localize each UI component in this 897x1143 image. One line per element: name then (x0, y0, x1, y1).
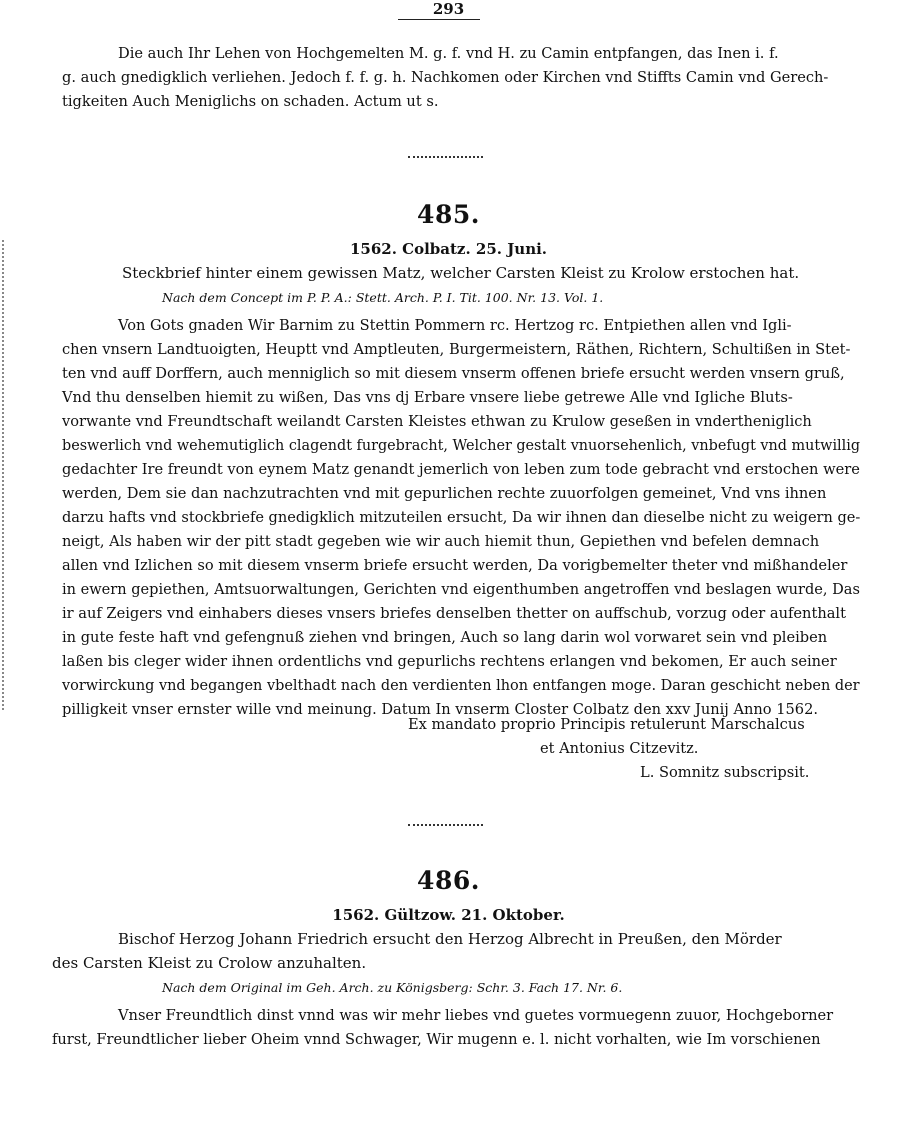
section-separator (408, 156, 483, 158)
document-source: Nach dem Concept im P. P. A.: Stett. Arch. P. I. Tit. 100. Nr. 13. Vol. 1. (162, 290, 604, 305)
text-line: Die auch Ihr Lehen von Hochgemelten M. g. f. vnd H. zu Camin entpfangen, das Inen i. f. (118, 45, 779, 62)
document-number: 485. (417, 200, 480, 229)
body-line: furst, Freundtlicher lieber Oheim vnnd Schwager, Wir mugenn e. l. nicht vorhalten, wie Im vorschienen (52, 1031, 821, 1048)
document-title: Steckbrief hinter einem gewissen Matz, welcher Carsten Kleist zu Krolow erstochen hat. (122, 264, 800, 282)
body-line: Vnd thu denselben hiemit zu wißen, Das vns dj Erbare vnsere liebe getrewe Alle vnd Igliche Bluts- (62, 389, 793, 406)
document-dateline: 1562. Gültzow. 21. Oktober. (332, 906, 565, 924)
body-line: werden, Dem sie dan nachzutrachten vnd mit gepurlichen rechte zuuorfolgen gemeinet, Vnd vns ihnen (62, 485, 827, 502)
signature-line: L. Somnitz subscripsit. (640, 764, 810, 781)
text-line: g. auch gnedigklich verliehen. Jedoch f. f. g. h. Nachkomen oder Kirchen vnd Stiffts Camin vnd Gerech- (62, 69, 829, 86)
document-number: 486. (417, 866, 480, 895)
body-line: vorwirckung vnd begangen vbelthadt nach den verdienten lhon entfangen moge. Daran geschicht neben der (62, 677, 860, 694)
body-line: in ewern gepiethen, Amtsuorwaltungen, Gerichten vnd eigenthumben angetroffen vnd beslagen wurde, Das (62, 581, 860, 598)
body-line: chen vnsern Landtuoigten, Heuptt vnd Amptleuten, Burgermeistern, Räthen, Richtern, Schultißen in Stet- (62, 341, 851, 358)
body-line: allen vnd Izlichen so mit diesem vnserm briefe ersucht werden, Da vorigbemelter theter vnd mißhandeler (62, 557, 848, 574)
body-line: Vnser Freundtlich dinst vnnd was wir mehr liebes vnd guetes vormuegenn zuuor, Hochgeborner (118, 1007, 834, 1024)
document-title-line: Bischof Herzog Johann Friedrich ersucht den Herzog Albrecht in Preußen, den Mörder (118, 930, 782, 948)
body-line: pilligkeit vnser ernster wille vnd meinung. Datum In vnserm Closter Colbatz den xxv Junij Anno 1562. (62, 701, 818, 718)
body-line: neigt, Als haben wir der pitt stadt gegeben wie wir auch hiemit thun, Gepiethen vnd befelen demnach (62, 533, 820, 550)
body-line: gedachter Ire freundt von eynem Matz genandt jemerlich von leben zum tode gebracht vnd erstochen were (62, 461, 860, 478)
body-line: vorwante vnd Freundtschaft weilandt Carsten Kleistes ethwan zu Krulow geseßen in vndertheniglich (62, 413, 812, 430)
section-separator (408, 824, 483, 826)
header-rule (398, 19, 480, 20)
signature-line: Ex mandato proprio Principis retulerunt Marschalcus (408, 716, 805, 733)
body-line: ten vnd auff Dorffern, auch menniglich so mit diesem vnserm offenen briefe ersucht werden vnsern gruß, (62, 365, 845, 382)
text-line: tigkeiten Auch Meniglichs on schaden. Actum ut s. (62, 93, 439, 110)
margin-mark (2, 240, 8, 710)
body-line: ir auf Zeigers vnd einhabers dieses vnsers briefes denselben thetter on auffschub, vorzug oder aufenthalt (62, 605, 846, 622)
body-line: beswerlich vnd wehemutiglich clagendt furgebracht, Welcher gestalt vnuorsehenlich, vnbefugt vnd mutwillig (62, 437, 861, 454)
document-title-line: des Carsten Kleist zu Crolow anzuhalten. (52, 954, 367, 972)
body-line: in gute feste haft vnd gefengnuß ziehen vnd bringen, Auch so lang darin wol vorwaret sein vnd pleiben (62, 629, 828, 646)
document-source: Nach dem Original im Geh. Arch. zu Königsberg: Schr. 3. Fach 17. Nr. 6. (162, 980, 623, 995)
body-line: laßen bis cleger wider ihnen ordentlichs vnd gepurlichs rechtens erlangen vnd bekomen, Er auch seiner (62, 653, 837, 670)
body-line: darzu hafts vnd stockbriefe gnedigklich mitzuteilen ersucht, Da wir ihnen dan dieselbe nicht zu weigern ge- (62, 509, 861, 526)
signature-line: et Antonius Citzevitz. (540, 740, 699, 757)
body-line: Von Gots gnaden Wir Barnim zu Stettin Pommern rc. Hertzog rc. Entpiethen allen vnd Igli- (118, 317, 792, 334)
page-number: 293 (432, 0, 465, 18)
document-dateline: 1562. Colbatz. 25. Juni. (349, 240, 548, 258)
